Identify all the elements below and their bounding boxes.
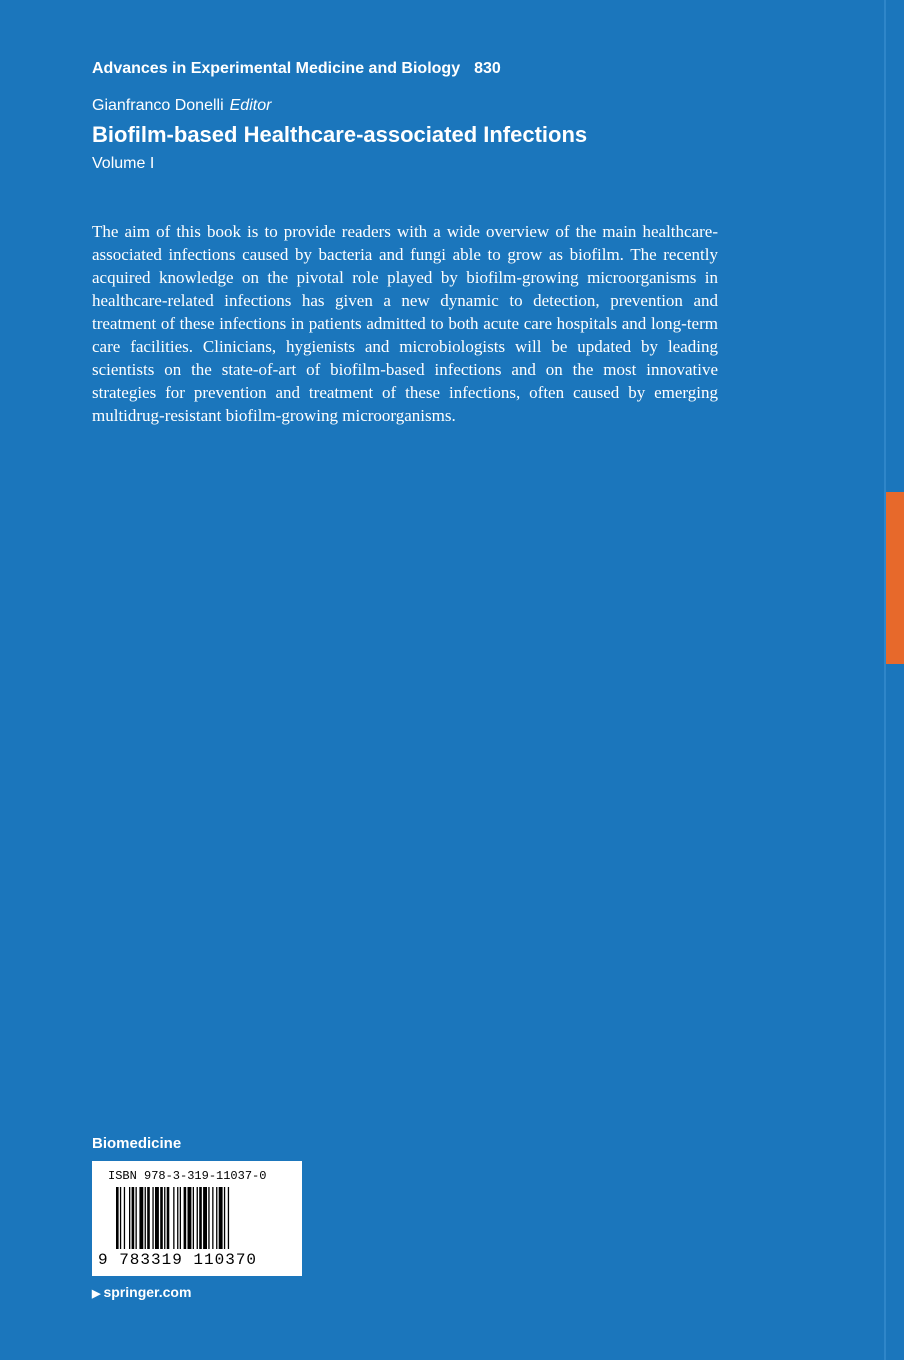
barcode-stripe (164, 1187, 165, 1249)
barcode-stripe (145, 1187, 146, 1249)
publisher-website[interactable] (92, 1284, 191, 1300)
barcode-stripe (197, 1187, 198, 1249)
barcode-stripe (203, 1187, 207, 1249)
barcode-stripe (208, 1187, 209, 1249)
barcode-stripe (184, 1187, 187, 1249)
barcode-stripe (193, 1187, 194, 1249)
barcode-stripe (136, 1187, 137, 1249)
barcode-stripe (124, 1187, 125, 1249)
barcode-stripe (120, 1187, 121, 1249)
barcode-stripe (224, 1187, 225, 1249)
orange-spine-tab (886, 492, 904, 664)
isbn-label: ISBN 978-3-319-11037-0 (108, 1169, 267, 1183)
barcode-stripe (152, 1187, 153, 1249)
barcode-stripe (147, 1187, 150, 1249)
editor-line (92, 97, 271, 115)
book-title: Biofilm-based Healthcare-associated Infections (92, 122, 588, 147)
editor-role: Editor (229, 97, 272, 114)
barcode-stripe (173, 1187, 174, 1249)
barcode-stripe (132, 1187, 135, 1249)
barcode-stripe (160, 1187, 163, 1249)
book-description: The aim of this book is to provide readers with a wide overview of the main healthcare-associated infections caused by bacteria and fungi able to grow as biofilm. The recently acquired knowledge on the pivotal role played by biofilm-growing microorganisms in healthcare-related infections has given a new dynamic to detection, prevention and treatment of these infections in patients admitted to both acute care hospitals and long-term care facilities. Clinicians, hygienists and microbiologists will be updated by leading scientists on the state-of-art of biofilm-based infections and on the most innovative strategies for prevention and treatment of these infections, often caused by emerging multidrug-resistant biofilm-growing microorganisms. (92, 222, 718, 425)
barcode-stripe (167, 1187, 170, 1249)
website-text: springer.com (103, 1284, 192, 1300)
barcode-stripe (188, 1187, 192, 1249)
barcode-stripe (180, 1187, 181, 1249)
barcode-digits: 9 783319 110370 (98, 1251, 258, 1269)
series-number: 830 (474, 60, 501, 77)
series-name: Advances in Experimental Medicine and Biology (92, 60, 461, 77)
editor-name: Gianfranco Donelli (92, 97, 224, 114)
barcode-stripe (212, 1187, 213, 1249)
barcode-stripe (177, 1187, 178, 1249)
barcode-panel (92, 1161, 302, 1276)
spine-edge (884, 0, 886, 1360)
barcode-stripe (129, 1187, 130, 1249)
series-line (92, 60, 501, 78)
barcode-stripe (216, 1187, 217, 1249)
barcode-stripe (219, 1187, 223, 1249)
triangle-right-icon: ▶ (92, 1288, 101, 1300)
barcode-stripe (139, 1187, 143, 1249)
barcode-icon (116, 1187, 292, 1249)
barcode-stripe (228, 1187, 229, 1249)
subject-category: Biomedicine (92, 1135, 182, 1152)
book-volume: Volume I (92, 155, 155, 172)
barcode-stripe (116, 1187, 119, 1249)
barcode-stripe (199, 1187, 202, 1249)
barcode-stripe (155, 1187, 159, 1249)
